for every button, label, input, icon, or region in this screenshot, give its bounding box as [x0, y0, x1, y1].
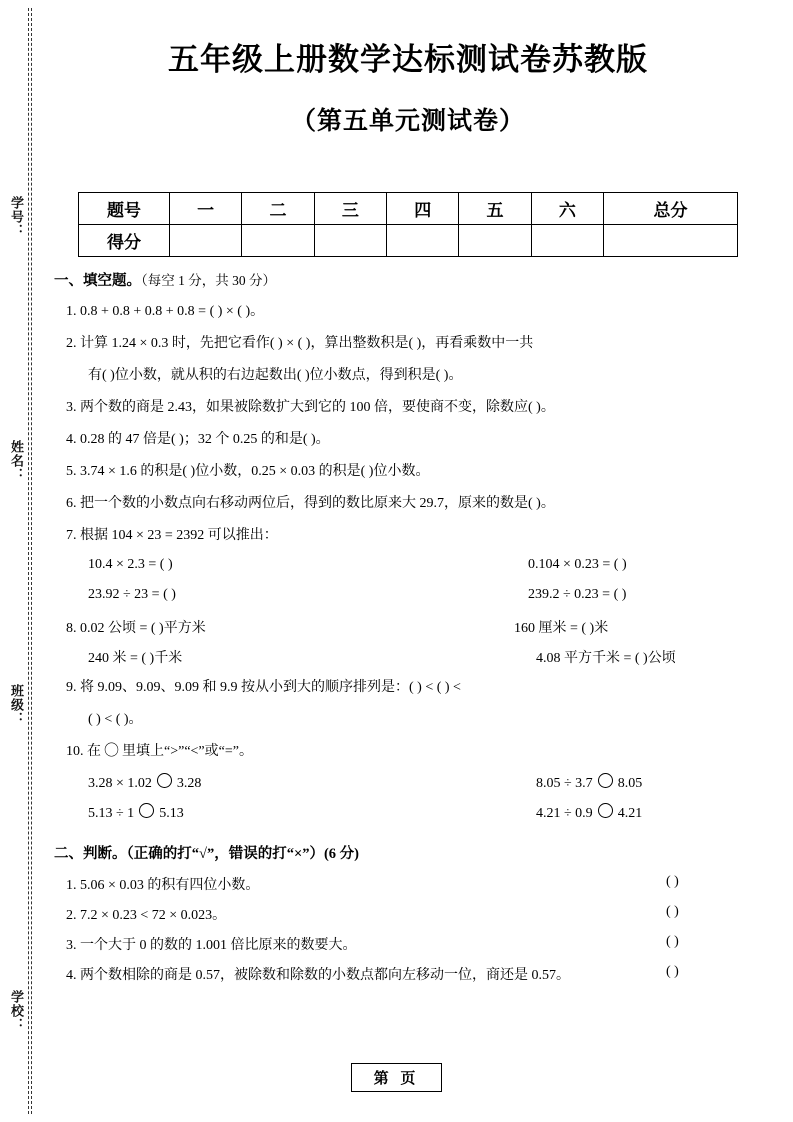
page-subtitle: （第五单元测试卷） [290, 108, 525, 135]
score-blank-cell[interactable] [242, 225, 314, 257]
question-1-10-pair-1 [88, 773, 768, 792]
side-label-student-id: 学号： [9, 196, 24, 238]
score-cell: 总分 [604, 193, 738, 225]
q10-r1-right-expr: 8.05 ÷ 3.7 [536, 776, 593, 791]
side-label-group [4, 0, 28, 1122]
q10-r2-left-value: 5.13 [159, 806, 184, 821]
question-1-8-pair-1-right: 160 厘米 = ( )米 [514, 621, 609, 636]
score-cell: 三 [314, 193, 386, 225]
question-1-10-pair-2-left [88, 803, 184, 822]
score-cell: 二 [242, 193, 314, 225]
side-label-class: 班级： [9, 684, 24, 726]
question-2-4-answer-blank[interactable]: ( ) [666, 964, 679, 979]
question-1-7-pair-1-left: 10.4 × 2.3 = ( ) [88, 557, 173, 572]
question-1-7-pair-1-right: 0.104 × 0.23 = ( ) [528, 557, 627, 572]
score-cell: 得分 [79, 225, 170, 257]
question-1-8-pair-2 [88, 647, 768, 666]
score-blank-cell[interactable] [387, 225, 459, 257]
margin-dashed-line-outer [28, 8, 29, 1114]
side-label-name: 姓名： [9, 440, 24, 482]
q10-r2-right-value: 4.21 [617, 806, 643, 821]
question-1-5: 5. 3.74 × 1.6 的积是( )位小数，0.25 × 0.03 的积是( )位小数。 [66, 464, 430, 479]
page-footer [0, 1063, 793, 1092]
section-2-note: （正确的打“√”，错误的打“×”）(6 分) [126, 846, 360, 862]
score-blank-cell[interactable] [170, 225, 242, 257]
score-cell: 一 [170, 193, 242, 225]
section-2-heading [54, 842, 768, 863]
side-label-school: 学校： [9, 990, 24, 1032]
section-1-note: （每空 1 分，共 30 分） [141, 273, 276, 288]
margin-dashed-line-inner [31, 8, 32, 1114]
question-1-7: 7. 根据 104 × 23 = 2392 可以推出： [66, 528, 278, 543]
question-1-10: 10. 在 ◯ 里填上“>”“<”或“=”。 [66, 744, 253, 759]
score-blank-cell[interactable] [459, 225, 531, 257]
q10-r1-left-expr: 3.28 × 1.02 [88, 776, 152, 791]
compare-circle-icon[interactable] [139, 803, 154, 818]
question-2-2 [66, 904, 768, 923]
page-title: 五年级上册数学达标测试卷苏教版 [168, 42, 648, 77]
question-2-2-answer-blank[interactable]: ( ) [666, 904, 679, 919]
section-1-heading [54, 269, 768, 290]
table-row-scores [79, 225, 738, 257]
compare-circle-icon[interactable] [598, 773, 613, 788]
question-2-4-text: 4. 两个数相除的商是 0.57，被除数和除数的小数点都向左移动一位，商还是 0.57。 [66, 968, 570, 983]
question-2-4 [66, 964, 768, 983]
question-1-8-pair-1 [66, 617, 768, 636]
score-table [78, 192, 738, 257]
score-blank-cell[interactable] [604, 225, 738, 257]
page-number: 第 页 [351, 1063, 443, 1092]
score-cell: 六 [531, 193, 603, 225]
question-1-3: 3. 两个数的商是 2.43，如果被除数扩大到它的 100 倍，要使商不变，除数应( )。 [66, 400, 555, 415]
section-2-title: 二、判断。 [54, 846, 127, 862]
question-1-8-pair-2-left: 240 米 = ( )千米 [88, 651, 183, 666]
question-1-6: 6. 把一个数的小数点向右移动两位后，得到的数比原来大 29.7，原来的数是( )。 [66, 496, 555, 511]
question-2-3-text: 3. 一个大于 0 的数的 1.001 倍比原来的数要大。 [66, 938, 357, 953]
question-2-1-text: 1. 5.06 × 0.03 的积有四位小数。 [66, 878, 260, 893]
question-1-7-pair-2-right: 239.2 ÷ 0.23 = ( ) [528, 587, 627, 602]
score-cell: 四 [387, 193, 459, 225]
question-1-10-pair-1-right [536, 773, 642, 792]
question-1-7-pair-2-left: 23.92 ÷ 23 = ( ) [88, 587, 176, 602]
question-2-3-answer-blank[interactable]: ( ) [666, 934, 679, 949]
question-1-7-pair-2 [88, 587, 768, 606]
score-blank-cell[interactable] [314, 225, 386, 257]
question-1-10-pair-2-right [536, 803, 642, 822]
section-1-title: 一、填空题。 [54, 273, 141, 289]
question-1-8-pair-1-left: 8. 0.02 公顷 = ( )平方米 [66, 621, 206, 636]
q10-r1-left-value: 3.28 [176, 776, 202, 791]
question-1-7-pair-1 [88, 557, 768, 576]
compare-circle-icon[interactable] [598, 803, 613, 818]
question-2-1 [66, 874, 768, 893]
table-row-headers [79, 193, 738, 225]
question-1-4: 4. 0.28 的 47 倍是( )；32 个 0.25 的和是( )。 [66, 432, 330, 447]
compare-circle-icon[interactable] [157, 773, 172, 788]
question-1-2-line1: 2. 计算 1.24 × 0.3 时，先把它看作( ) × ( )，算出整数积是( )，再看乘数中一共 [66, 336, 534, 351]
q10-r2-left-expr: 5.13 ÷ 1 [88, 806, 135, 821]
question-2-3 [66, 934, 768, 953]
question-1-2-line2: 有( )位小数，就从积的右边起数出( )位小数点，得到积是( )。 [88, 368, 463, 383]
question-1-8-pair-2-right: 4.08 平方千米 = ( )公顷 [536, 651, 676, 666]
q10-r1-right-value: 8.05 [617, 776, 643, 791]
question-1-9-line2: ( ) < ( )。 [88, 712, 143, 727]
question-1-10-pair-2 [88, 803, 768, 822]
paper-content [48, 0, 768, 983]
question-1-1: 1. 0.8 + 0.8 + 0.8 + 0.8 = ( ) × ( )。 [66, 304, 265, 319]
question-2-2-text: 2. 7.2 × 0.23 < 72 × 0.023。 [66, 908, 227, 923]
score-blank-cell[interactable] [531, 225, 603, 257]
question-1-9-line1: 9. 将 9.09、9.09、9.09 和 9.9 按从小到大的顺序排列是：( ) < ( ) < [66, 680, 461, 695]
score-cell: 五 [459, 193, 531, 225]
q10-r2-right-expr: 4.21 ÷ 0.9 [536, 806, 593, 821]
question-2-1-answer-blank[interactable]: ( ) [666, 874, 679, 889]
question-1-10-pair-1-left [88, 773, 201, 792]
score-cell: 题号 [79, 193, 170, 225]
